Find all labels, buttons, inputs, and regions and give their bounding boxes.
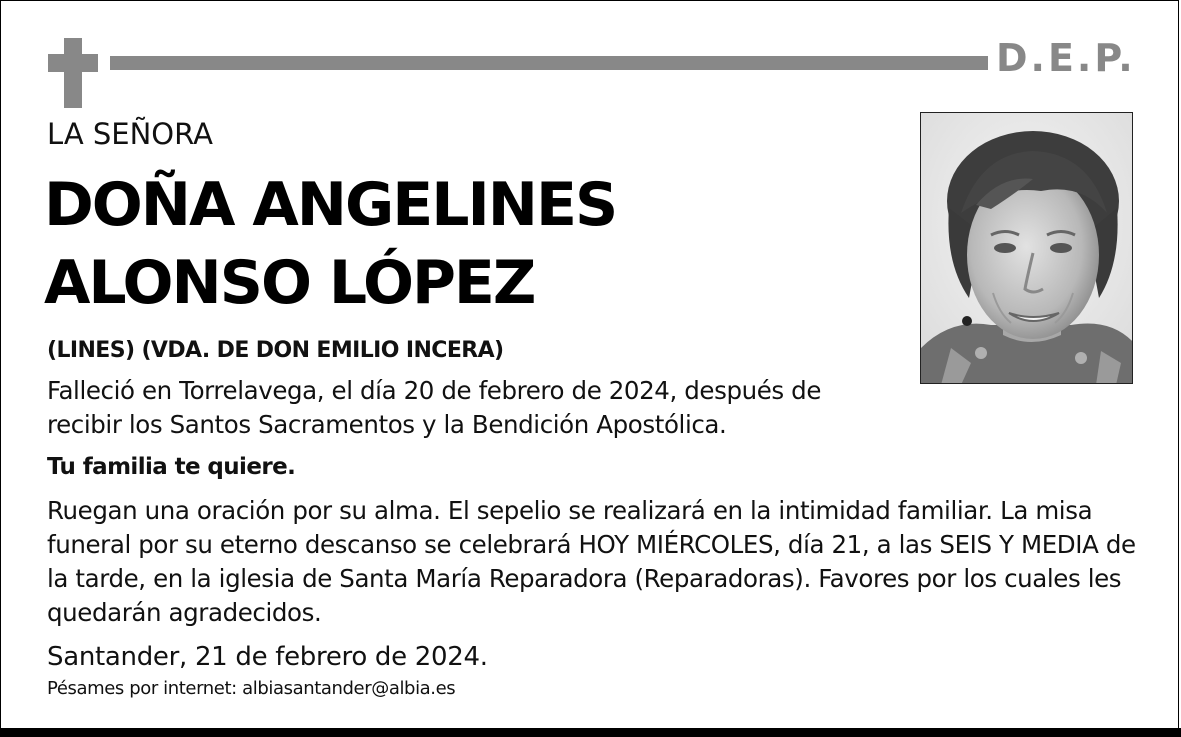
nickname-subtitle: (LINES) (VDA. DE DON EMILIO INCERA) [47, 338, 504, 363]
portrait-photo [920, 112, 1133, 384]
place-date: Santander, 21 de febrero de 2024. [47, 642, 488, 672]
condolences-line: Pésames por internet: albiasantander@albia.es [47, 678, 456, 699]
family-message: Tu familia te quiere. [47, 454, 296, 480]
title-prefix: LA SEÑORA [47, 117, 213, 151]
header-rule [110, 56, 988, 70]
cross-icon [48, 38, 98, 108]
dep-label: D.E.P. [996, 36, 1136, 80]
death-info: Falleció en Torrelavega, el día 20 de febrero de 2024, después de recibir los Santos Sacramentos y la Bendición Apostólica. [47, 376, 821, 439]
name-line-2: ALONSO LÓPEZ [44, 248, 535, 318]
deceased-name [44, 166, 616, 322]
name-line-1: DOÑA ANGELINES [44, 170, 617, 240]
portrait-illustration [921, 113, 1133, 384]
funeral-info: Ruegan una oración por su alma. El sepelio se realizará en la intimidad familiar. La misa funeral por su eterno descanso se celebrará HOY MIÉRCOLES, día 21, a las SEIS Y MEDIA de la tarde, en la iglesia de Santa María Reparadora (Reparadoras). Favores por los cuales les quedarán agradecidos. [47, 496, 1136, 627]
bottom-border [0, 728, 1181, 737]
